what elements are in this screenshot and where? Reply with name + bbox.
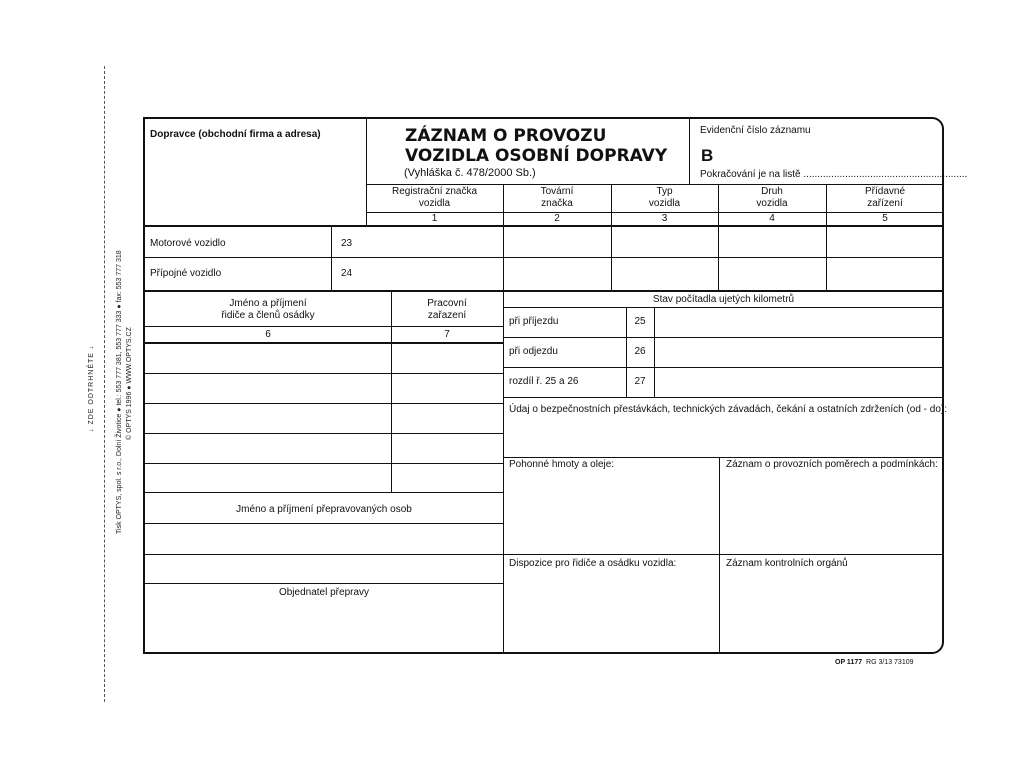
record-code: B	[701, 146, 714, 165]
odometer-departure-label: při odjezdu	[509, 346, 558, 357]
crew-role-num: 7	[444, 329, 450, 340]
passengers-label: Jméno a příjmení přepravovaných osob	[236, 504, 412, 515]
odometer-arrival-label: při příjezdu	[509, 316, 559, 327]
form-code	[835, 659, 914, 666]
row-trailer-num: 24	[341, 268, 353, 279]
odometer-difference-num: 27	[634, 376, 646, 387]
form-title-line1: ZÁZNAM O PROVOZU	[405, 126, 607, 146]
col-type-header: Typ vozidla	[648, 186, 681, 209]
dispatch-label: Dispozice pro řidiče a osádku vozidla:	[509, 558, 677, 569]
printer-info: Tisk OPTYS, spol. s r.o., Dolní Životice ● tel.: 553 777 381, 553 777 333 ● fax: 553 777 318	[116, 250, 123, 534]
tear-line	[104, 66, 105, 702]
odometer-departure-num: 26	[634, 346, 646, 357]
row-motor-vehicle-num: 23	[341, 238, 353, 249]
tear-instruction: ↓ ZDE ODTRHNĚTE ↓	[88, 344, 95, 432]
record-number-label: Evidenční číslo záznamu	[700, 125, 811, 136]
carrier-label: Dopravce (obchodní firma a adresa)	[150, 129, 321, 140]
odometer-difference-label: rozdíl ř. 25 a 26	[509, 376, 579, 387]
form-title-line2: VOZIDLA OSOBNÍ DOPRAVY	[405, 146, 668, 166]
col-kind-header: Druh vozidla	[756, 186, 788, 209]
col-num-3: 3	[661, 213, 668, 224]
crew-name-num: 6	[265, 329, 271, 340]
operating-conditions-label: Záznam o provozních poměrech a podmínkách:	[726, 459, 938, 470]
form-subtitle: (Vyhláška č. 478/2000 Sb.)	[404, 167, 536, 179]
row-trailer-label: Přípojné vozidlo	[150, 268, 222, 279]
col-registration-header: Registrační značka vozidla	[391, 186, 478, 209]
form-title	[405, 126, 667, 166]
record-form	[143, 117, 968, 654]
col-num-2: 2	[554, 213, 560, 224]
orderer-label: Objednatel přepravy	[278, 587, 370, 598]
crew-role-header: Pracovní zařazení	[427, 298, 467, 321]
col-make-header: Tovární značka	[540, 186, 574, 209]
col-num-5: 5	[882, 213, 888, 224]
col-num-4: 4	[769, 213, 775, 224]
crew-name-header: Jméno a příjmení řidiče a členů osádky	[221, 298, 315, 321]
form-code-revision: RG 3/13 73109	[866, 659, 914, 666]
control-record-label: Záznam kontrolních orgánů	[726, 558, 848, 569]
breaks-label: Údaj o bezpečnostních přestávkách, technických závadách, čekání a ostatních zdrženích (od - do):	[509, 404, 948, 415]
col-equipment-header: Přídavné zařízení	[864, 186, 906, 209]
odometer-title: Stav počítadla ujetých kilometrů	[652, 294, 795, 305]
fuel-label: Pohonné hmoty a oleje:	[509, 459, 615, 470]
form-code-number: OP 1177	[835, 659, 863, 666]
printer-web: © OPTYS 1996 ● WWW.OPTYS.CZ	[126, 327, 133, 440]
continuation-field[interactable]: Pokračování je na listě ...........................................................	[700, 169, 968, 180]
col-num-1: 1	[431, 213, 438, 224]
odometer-arrival-num: 25	[634, 316, 646, 327]
row-motor-vehicle-label: Motorové vozidlo	[150, 238, 226, 249]
